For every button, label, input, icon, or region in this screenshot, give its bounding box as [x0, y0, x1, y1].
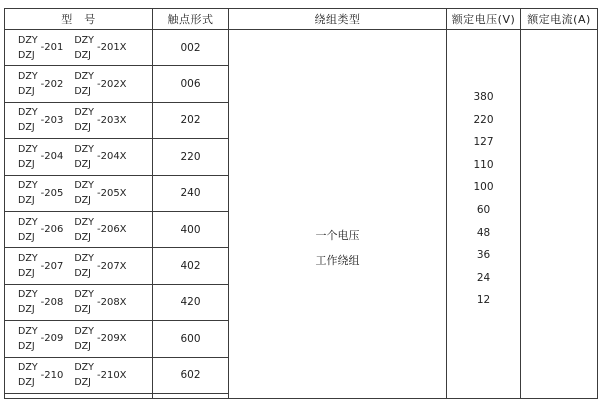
relay-spec-table — [4, 8, 598, 399]
model-suffix: -202X — [96, 78, 127, 90]
model-prefix-stack — [74, 324, 94, 354]
model-prefix-stack — [74, 69, 94, 99]
model-suffix: -206 — [40, 224, 64, 236]
header-rated-current: 额定电流(A) — [521, 9, 598, 30]
model-prefix-stack — [74, 142, 94, 172]
contact-form-cell: 400 — [153, 211, 229, 247]
model-prefix-stack — [74, 33, 94, 63]
model-prefix-stack — [18, 360, 38, 390]
model-suffix: -203X — [96, 114, 127, 126]
model-prefix-top: DZY — [18, 325, 38, 337]
model-prefix-top: DZY — [18, 289, 38, 301]
model-prefix-bottom: DZJ — [18, 304, 35, 316]
winding-type-line2: 工作绕组 — [315, 254, 360, 267]
model-prefix-bottom: DZJ — [74, 377, 91, 389]
model-suffix: -210 — [40, 369, 64, 381]
table-header-row — [5, 9, 598, 30]
model-prefix-stack — [74, 105, 94, 135]
model-prefix-top: DZY — [18, 253, 38, 265]
model-prefix-bottom: DZJ — [18, 195, 35, 207]
model-suffix: -204 — [40, 151, 64, 163]
model-suffix: -205X — [96, 187, 127, 199]
model-prefix-stack — [18, 251, 38, 281]
model-prefix-stack — [18, 324, 38, 354]
voltage-value: 220 — [473, 113, 494, 126]
model-prefix-stack — [74, 360, 94, 390]
partial-model-cell — [5, 393, 153, 398]
model-prefix-stack — [18, 33, 38, 63]
contact-form-cell: 220 — [153, 139, 229, 175]
model-suffix: -204X — [96, 151, 127, 163]
voltage-value: 110 — [473, 158, 494, 171]
model-prefix-bottom: DZJ — [74, 231, 91, 243]
model-prefix-stack — [18, 105, 38, 135]
model-cell — [5, 357, 153, 393]
model-prefix-stack — [18, 178, 38, 208]
voltage-value: 48 — [476, 226, 491, 239]
model-prefix-top: DZY — [74, 216, 94, 228]
model-prefix-bottom: DZJ — [18, 268, 35, 280]
model-prefix-bottom: DZJ — [74, 86, 91, 98]
model-prefix-bottom: DZJ — [74, 268, 91, 280]
model-cell — [5, 30, 153, 66]
header-winding-type: 绕组类型 — [229, 9, 447, 30]
voltage-value: 100 — [473, 181, 494, 194]
header-model: 型 号 — [5, 9, 153, 30]
model-cell — [5, 321, 153, 357]
model-prefix-top: DZY — [18, 216, 38, 228]
contact-form-cell: 202 — [153, 102, 229, 138]
model-prefix-top: DZY — [74, 143, 94, 155]
model-prefix-stack — [18, 69, 38, 99]
model-prefix-bottom: DZJ — [74, 122, 91, 134]
winding-type-cell — [229, 30, 447, 399]
model-suffix: -209X — [96, 333, 127, 345]
voltage-value: 380 — [473, 91, 494, 103]
model-suffix: -201 — [40, 42, 64, 54]
model-prefix-top: DZY — [74, 107, 94, 119]
model-suffix: -201X — [96, 42, 127, 54]
contact-form-cell: 402 — [153, 248, 229, 284]
model-prefix-top: DZY — [74, 289, 94, 301]
model-suffix: -202 — [40, 78, 64, 90]
model-prefix-bottom: DZJ — [18, 86, 35, 98]
contact-form-cell: 240 — [153, 175, 229, 211]
model-prefix-bottom: DZJ — [74, 304, 91, 316]
table-row — [5, 30, 598, 66]
model-prefix-bottom: DZJ — [74, 49, 91, 61]
model-prefix-bottom: DZJ — [18, 340, 35, 352]
model-cell — [5, 211, 153, 247]
voltage-value: 127 — [473, 136, 494, 149]
model-prefix-top: DZY — [74, 253, 94, 265]
model-suffix: -203 — [40, 114, 64, 126]
model-cell — [5, 66, 153, 102]
model-prefix-bottom: DZJ — [18, 158, 35, 170]
model-prefix-top: DZY — [74, 34, 94, 46]
contact-form-cell: 420 — [153, 284, 229, 320]
voltage-value: 36 — [476, 249, 491, 262]
model-prefix-bottom: DZJ — [18, 377, 35, 389]
model-suffix: -209 — [40, 333, 64, 345]
contact-form-cell: 006 — [153, 66, 229, 102]
contact-form-cell: 602 — [153, 357, 229, 393]
voltage-value: 12 — [476, 294, 491, 307]
model-prefix-bottom: DZJ — [18, 49, 35, 61]
model-suffix: -207 — [40, 260, 64, 272]
model-suffix: -206X — [96, 224, 127, 236]
voltage-value: 24 — [476, 271, 491, 284]
model-prefix-top: DZY — [74, 362, 94, 374]
contact-form-cell: 600 — [153, 321, 229, 357]
model-suffix: -208 — [40, 296, 64, 308]
model-prefix-stack — [18, 215, 38, 245]
voltage-list — [447, 30, 520, 312]
winding-type-line1: 一个电压 — [315, 229, 360, 242]
model-prefix-top: DZY — [74, 180, 94, 192]
model-prefix-top: DZY — [18, 107, 38, 119]
model-suffix: -205 — [40, 187, 64, 199]
rated-voltage-cell — [447, 30, 521, 399]
model-prefix-stack — [18, 287, 38, 317]
model-prefix-top: DZY — [74, 325, 94, 337]
voltage-value: 60 — [476, 203, 491, 216]
model-prefix-bottom: DZJ — [74, 195, 91, 207]
rated-current-cell — [521, 30, 598, 399]
model-prefix-stack — [74, 215, 94, 245]
model-prefix-stack — [74, 287, 94, 317]
model-prefix-bottom: DZJ — [18, 122, 35, 134]
model-prefix-top: DZY — [18, 143, 38, 155]
partial-contact-cell — [153, 393, 229, 398]
model-prefix-top: DZY — [18, 34, 38, 46]
model-prefix-bottom: DZJ — [18, 231, 35, 243]
model-cell — [5, 284, 153, 320]
model-prefix-bottom: DZJ — [74, 340, 91, 352]
header-contact-form: 触点形式 — [153, 9, 229, 30]
model-prefix-top: DZY — [18, 71, 38, 83]
model-cell — [5, 248, 153, 284]
model-prefix-top: DZY — [74, 71, 94, 83]
model-cell — [5, 102, 153, 138]
model-prefix-stack — [74, 251, 94, 281]
contact-form-cell: 002 — [153, 30, 229, 66]
model-prefix-bottom: DZJ — [74, 158, 91, 170]
model-suffix: -207X — [96, 260, 127, 272]
model-prefix-stack — [18, 142, 38, 172]
model-prefix-stack — [74, 178, 94, 208]
model-cell — [5, 139, 153, 175]
header-rated-voltage: 额定电压(V) — [447, 9, 521, 30]
model-suffix: -210X — [96, 369, 127, 381]
model-prefix-top: DZY — [18, 180, 38, 192]
model-prefix-top: DZY — [18, 362, 38, 374]
model-cell — [5, 175, 153, 211]
model-suffix: -208X — [96, 296, 127, 308]
